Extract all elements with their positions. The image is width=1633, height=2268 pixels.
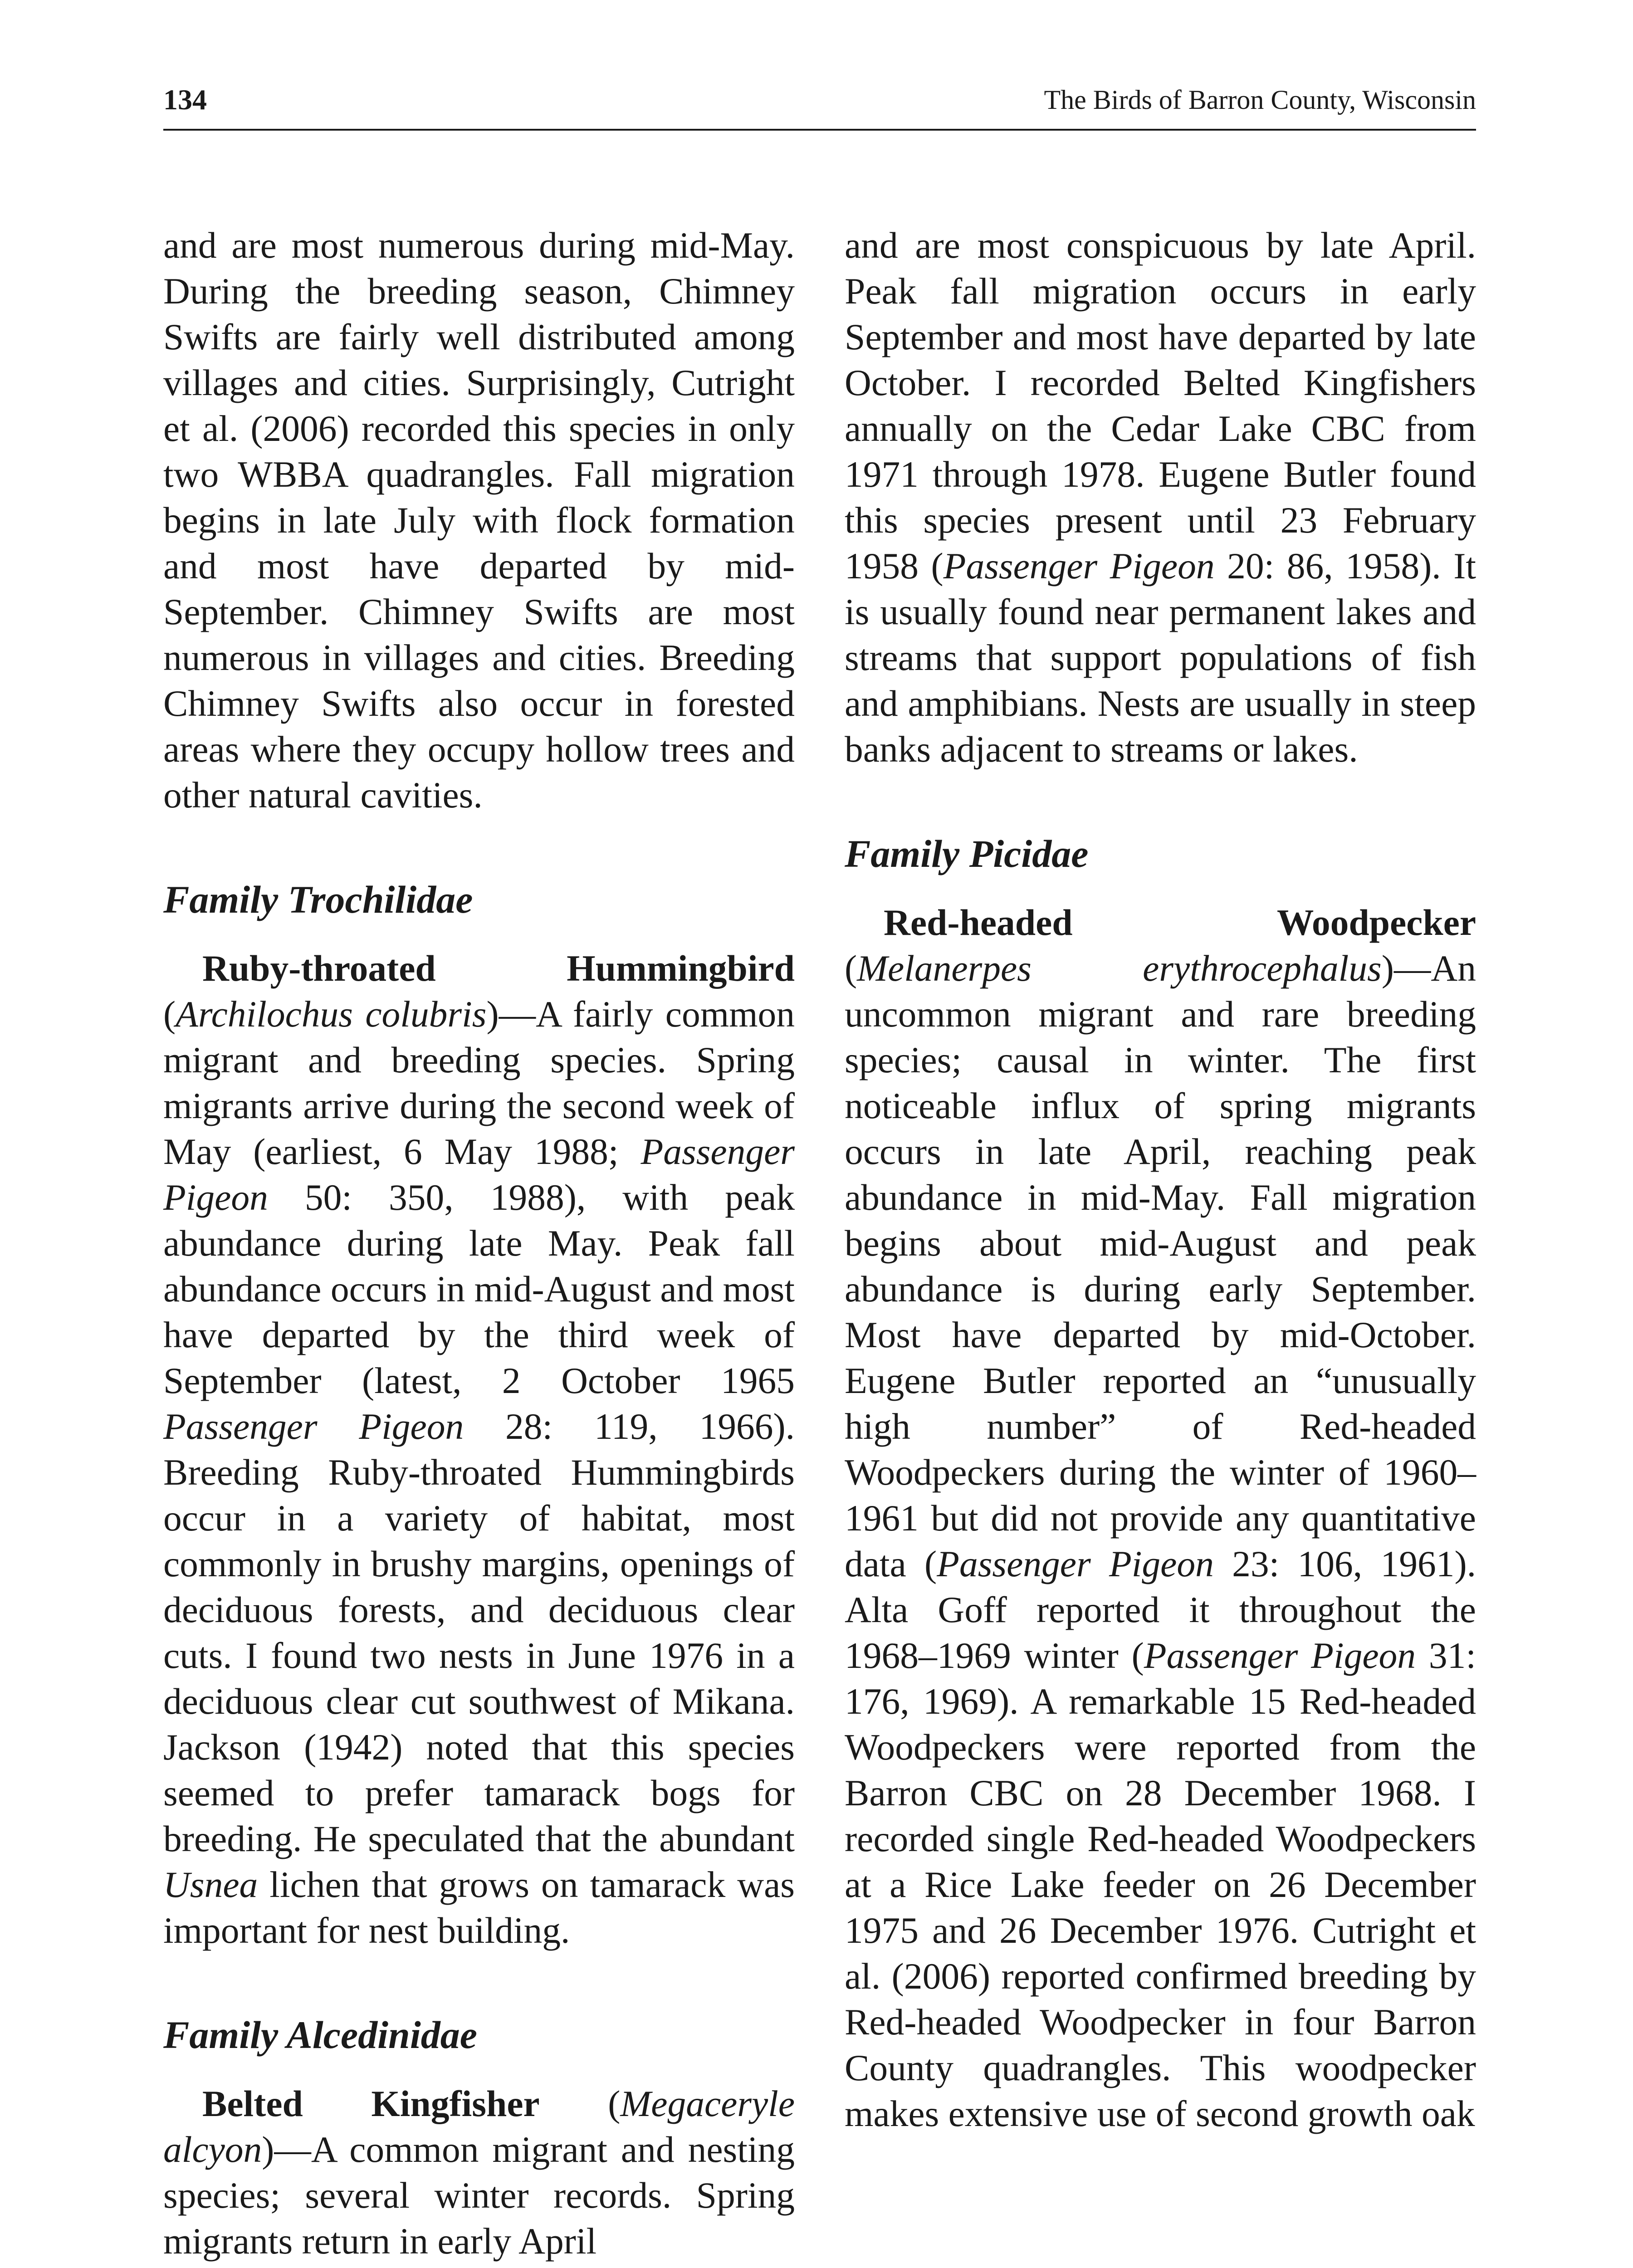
spacer [163,2058,795,2081]
scientific-name: Usnea [163,1864,258,1905]
family-heading-picidae: Family Picidae [845,832,1089,875]
text-run: )—An uncommon migrant and rare breeding species; causal in winter. The first noticeable influx of spring migrants occurs in late April, reaching peak abundance in mid-May. Fall migration begins about mid-August and peak abundance is during early September. Most have departed by mid-October. Eugene Butler reported an “unusually high number” of Red-headed Woodpeckers during the winter of 1960–1961 but did not provide any quantitative data ( [845,948,1476,1584]
left-column [163,222,795,2264]
kingfisher-continuation-paragraph [845,222,1476,772]
scientific-name: Megaceryle alcyon [163,2083,795,2170]
spacer [163,923,795,945]
text-run: )—A common migrant and nesting species; several winter records. Spring migrants return in early April [163,2129,795,2262]
family-heading-trochilidae: Family Trochilidae [163,878,473,921]
swift-continuation-paragraph: and are most numerous during mid-May. During the breeding season, Chimney Swifts are fairly well distributed among villages and cities. Surprisingly, Cutright et al. (2006) recorded this species in only two WBBA quadrangles. Fall migration begins in late July with flock formation and most have departed by mid-September. Chimney Swifts are most numerous in villages and cities. Breeding Chimney Swifts also occur in forested areas where they occupy hollow trees and other natural cavities. [163,225,795,816]
publication-title: Passenger Pigeon [163,1131,795,1218]
text-run: and are most conspicuous by late April. Peak fall migration occurs in early September and most have departed by late October. I recorded Belted Kingfishers annually on the Cedar Lake CBC from 1971 through 1978. Eugene Butler found this species present until 23 February 1958 ( [845,225,1476,587]
species-name: Ruby-throated Hummingbird [202,948,795,989]
text-run: 50: 350, 1988), with peak abundance during late May. Peak fall abundance occurs in mid-August and most have departed by the third week of September (latest, 2 October 1965 [163,1177,795,1401]
scientific-name: Melanerpes erythrocephalus [857,948,1382,989]
spacer [163,818,795,877]
species-account-woodpecker [845,899,1476,2136]
species-name: Red-headed Woodpecker [884,902,1476,943]
text-run: 23: 106, 1961). Alta Goff reported it throughout the 1968–1969 winter ( [845,1543,1476,1676]
right-column [845,222,1476,2136]
header-rule [163,129,1476,131]
text-run: ( [539,2083,621,2124]
text-run: )—A fairly common migrant and breeding species. Spring migrants arrive during the second week of May (earliest, 6 May 1988; [163,993,795,1172]
scientific-name: Archilochus colubris [176,993,487,1035]
spacer [845,772,1476,831]
species-account-hummingbird [163,945,795,1953]
text-run: ( [845,948,857,989]
text-run: 20: 86, 1958). It is usually found near permanent lakes and streams that support populations of fish and amphibians. Nests are usually in steep banks adjacent to streams or lakes. [845,545,1476,770]
publication-title: Passenger Pigeon [1144,1635,1416,1676]
page-number: 134 [163,83,207,116]
text-run: lichen that grows on tamarack was important for nest building. [163,1864,795,1951]
species-name: Belted Kingfisher [202,2083,540,2124]
family-heading-alcedinidae: Family Alcedinidae [163,2013,477,2057]
publication-title: Passenger Pigeon [937,1543,1214,1584]
text-run: ( [163,993,176,1035]
text-run: 28: 119, 1966). Breeding Ruby-throated Hummingbirds occur in a variety of habitat, most commonly in brushy margins, openings of deciduous forests, and deciduous clear cuts. I found two nests in June 1976 in a deciduous clear cut southwest of Mikana. Jackson (1942) noted that this species seemed to prefer tamarack bogs for breeding. He speculated that the abundant [163,1406,795,1859]
species-account-kingfisher [163,2081,795,2264]
text-run: 31: 176, 1969). A remarkable 15 Red-headed Woodpeckers were reported from the Barron CBC on 28 December 1968. I recorded single Red-headed Woodpeckers at a Rice Lake feeder on 26 December 1975 and 26 December 1976. Cutright et al. (2006) reported confirmed breeding by Red-headed Woodpecker in four Barron County quadrangles. This woodpecker makes extensive use of second growth oak [845,1635,1476,2134]
running-title: The Birds of Barron County, Wisconsin [1044,85,1476,115]
publication-title: Passenger Pigeon [943,545,1215,587]
spacer [845,877,1476,899]
spacer [163,1953,795,2012]
page-header [163,83,1476,123]
publication-title: Passenger Pigeon [163,1406,464,1447]
